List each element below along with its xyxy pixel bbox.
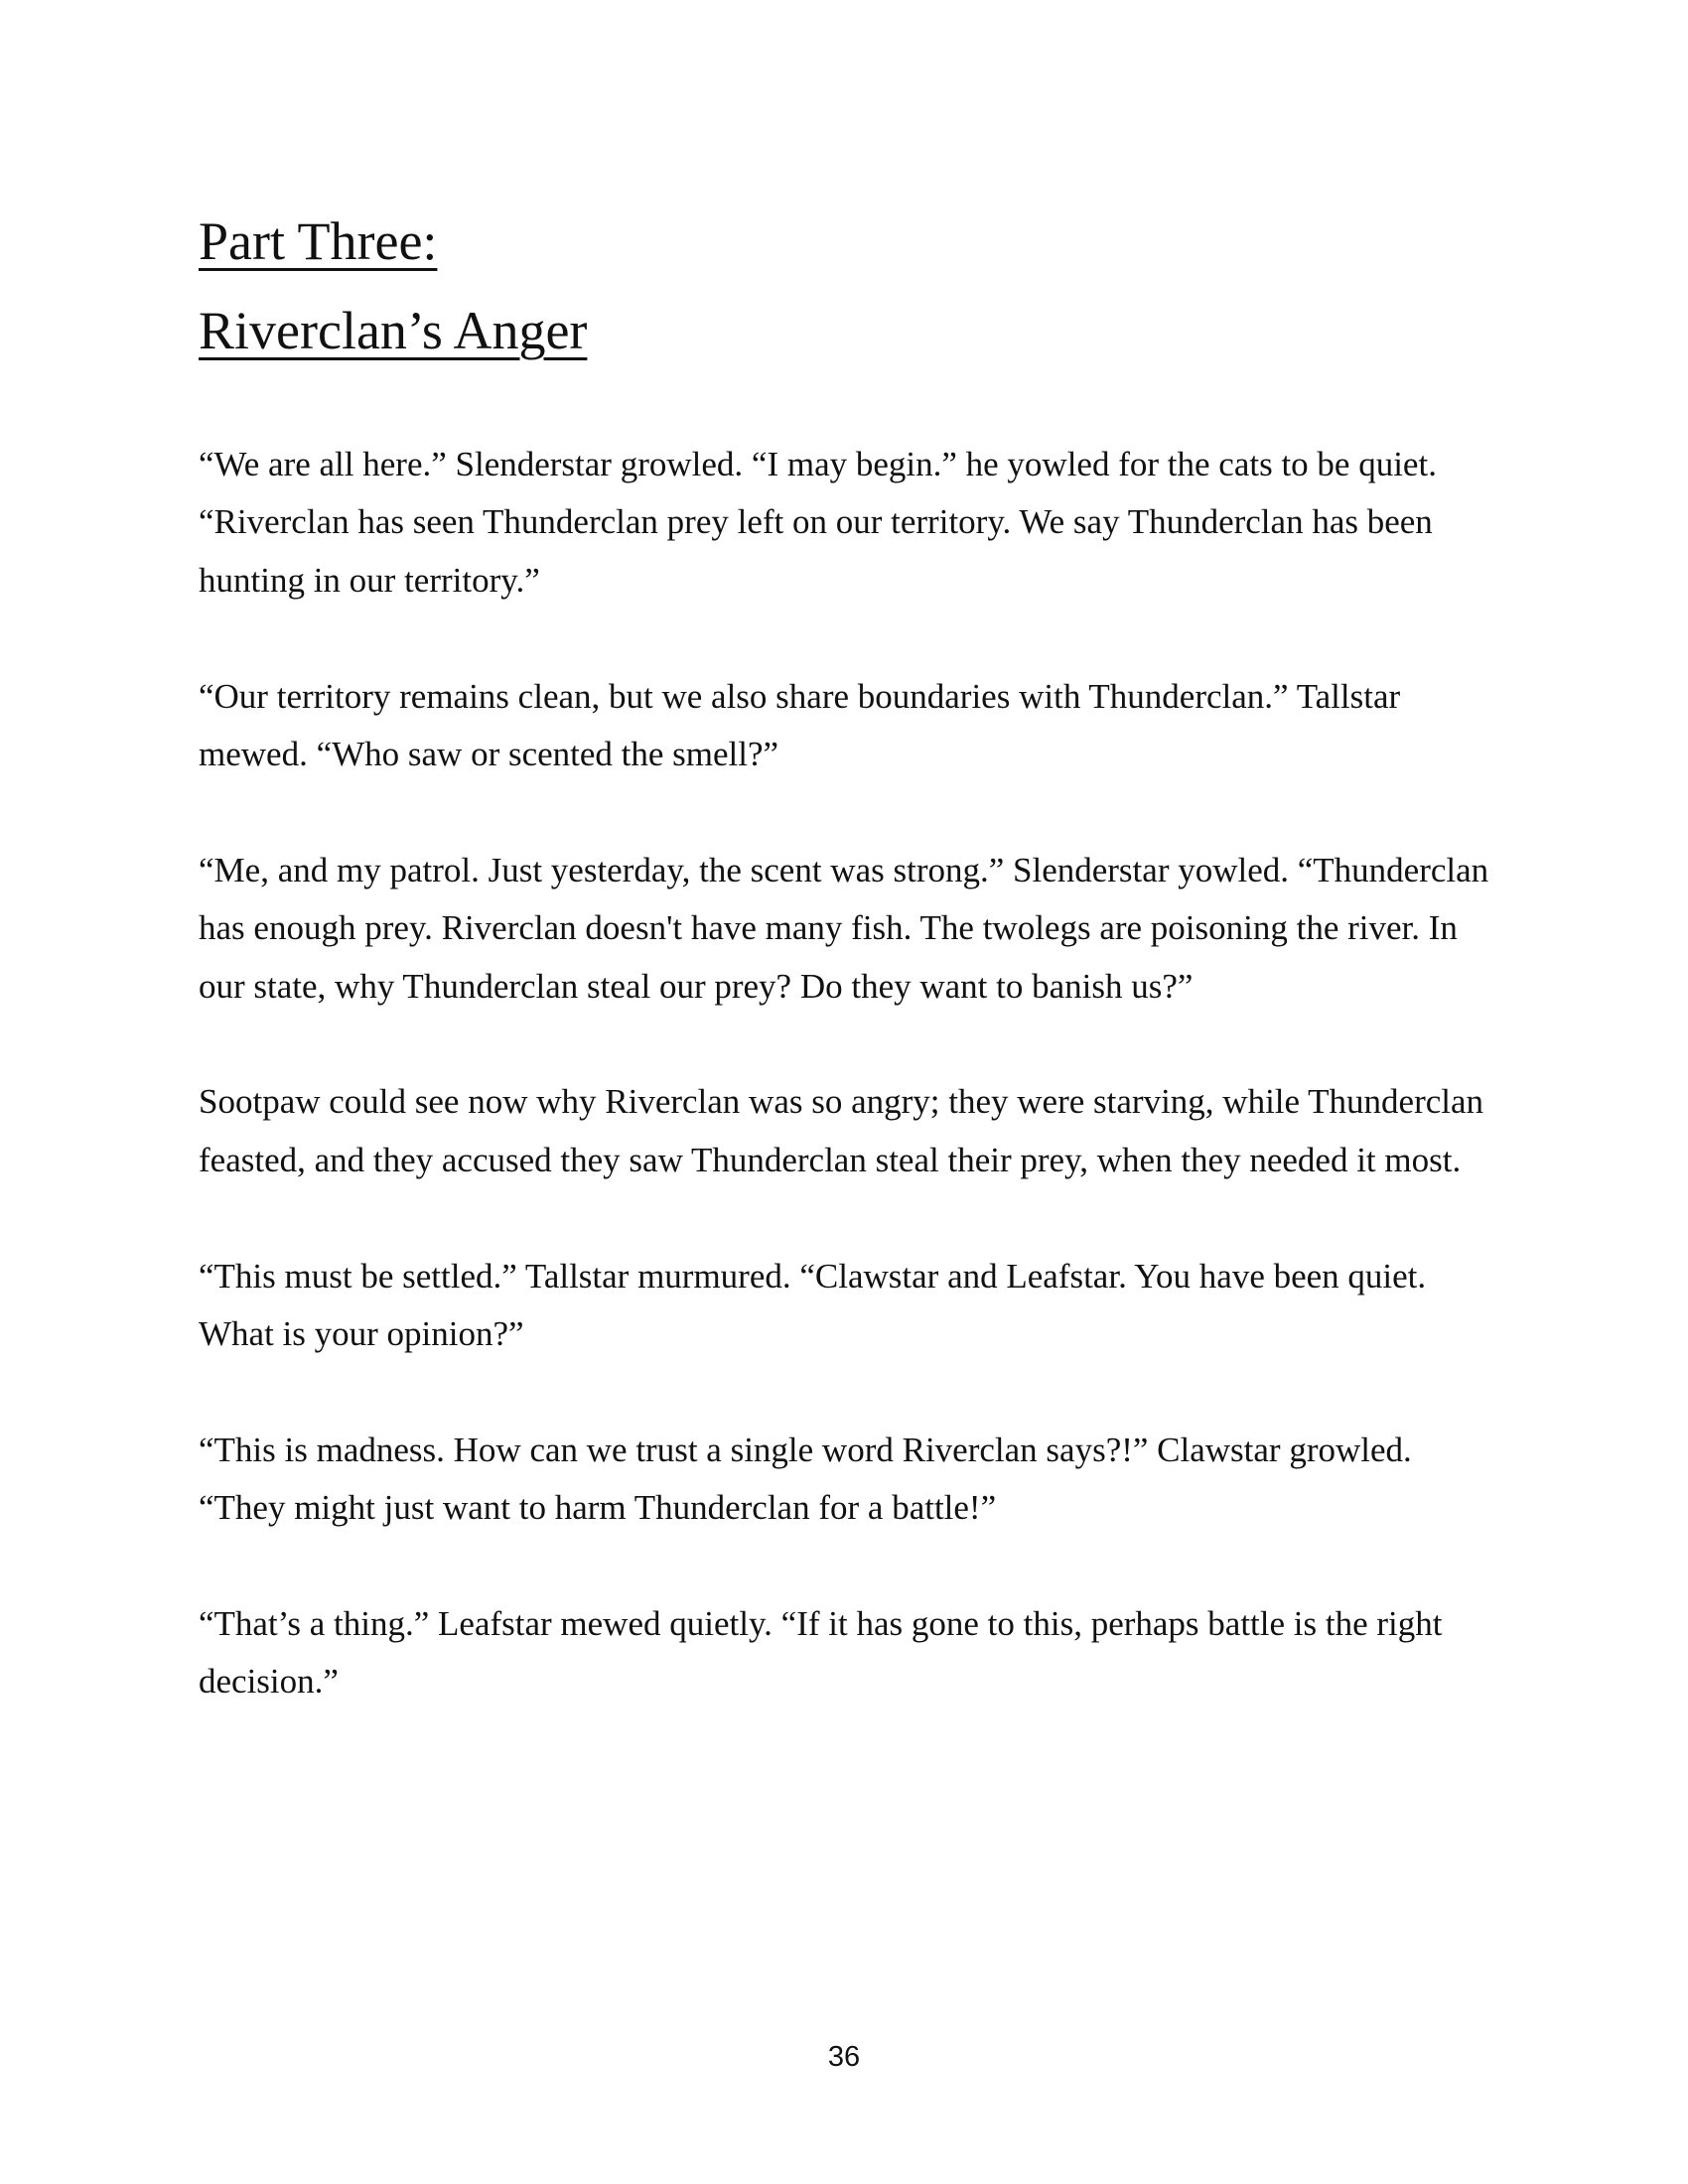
paragraph-4: Sootpaw could see now why Riverclan was so angry; they were starving, while Thunderclan feasted, and they accused they saw Thunderclan steal their prey, when they needed it most.	[199, 1082, 1484, 1179]
paragraph-1: “We are all here.” Slenderstar growled. “I may begin.” he yowled for the cats to be quiet. “Riverclan has seen Thunderclan prey left on our territory. We say Thunderclan has been hunting in our territory.”	[199, 445, 1437, 600]
paragraph-6: “This is madness. How can we trust a single word Riverclan says?!” Clawstar growled. “They might just want to harm Thunderclan for a battle!”	[199, 1430, 1412, 1528]
page-number: 36	[827, 2041, 861, 2073]
chapter-title-part: Part Three:	[199, 211, 438, 271]
chapter-title-name: Riverclan’s Anger	[199, 301, 588, 360]
chapter-title	[199, 197, 1489, 375]
paragraph-3: “Me, and my patrol. Just yesterday, the scent was strong.” Slenderstar yowled. “Thunderclan has enough prey. Riverclan doesn't have many fish. The twolegs are poisoning the river. In our state, why Thunderclan steal our prey? Do they want to banish us?”	[199, 850, 1489, 1006]
paragraph-5: “This must be settled.” Tallstar murmured. “Clawstar and Leafstar. You have been quiet. What is your opinion?”	[199, 1256, 1427, 1354]
story-body	[199, 436, 1499, 1711]
paragraph-7: “That’s a thing.” Leafstar mewed quietly. “If it has gone to this, perhaps battle is the right decision.”	[199, 1604, 1443, 1702]
paragraph-2: “Our territory remains clean, but we also share boundaries with Thunderclan.” Tallstar mewed. “Who saw or scented the smell?”	[199, 676, 1401, 774]
